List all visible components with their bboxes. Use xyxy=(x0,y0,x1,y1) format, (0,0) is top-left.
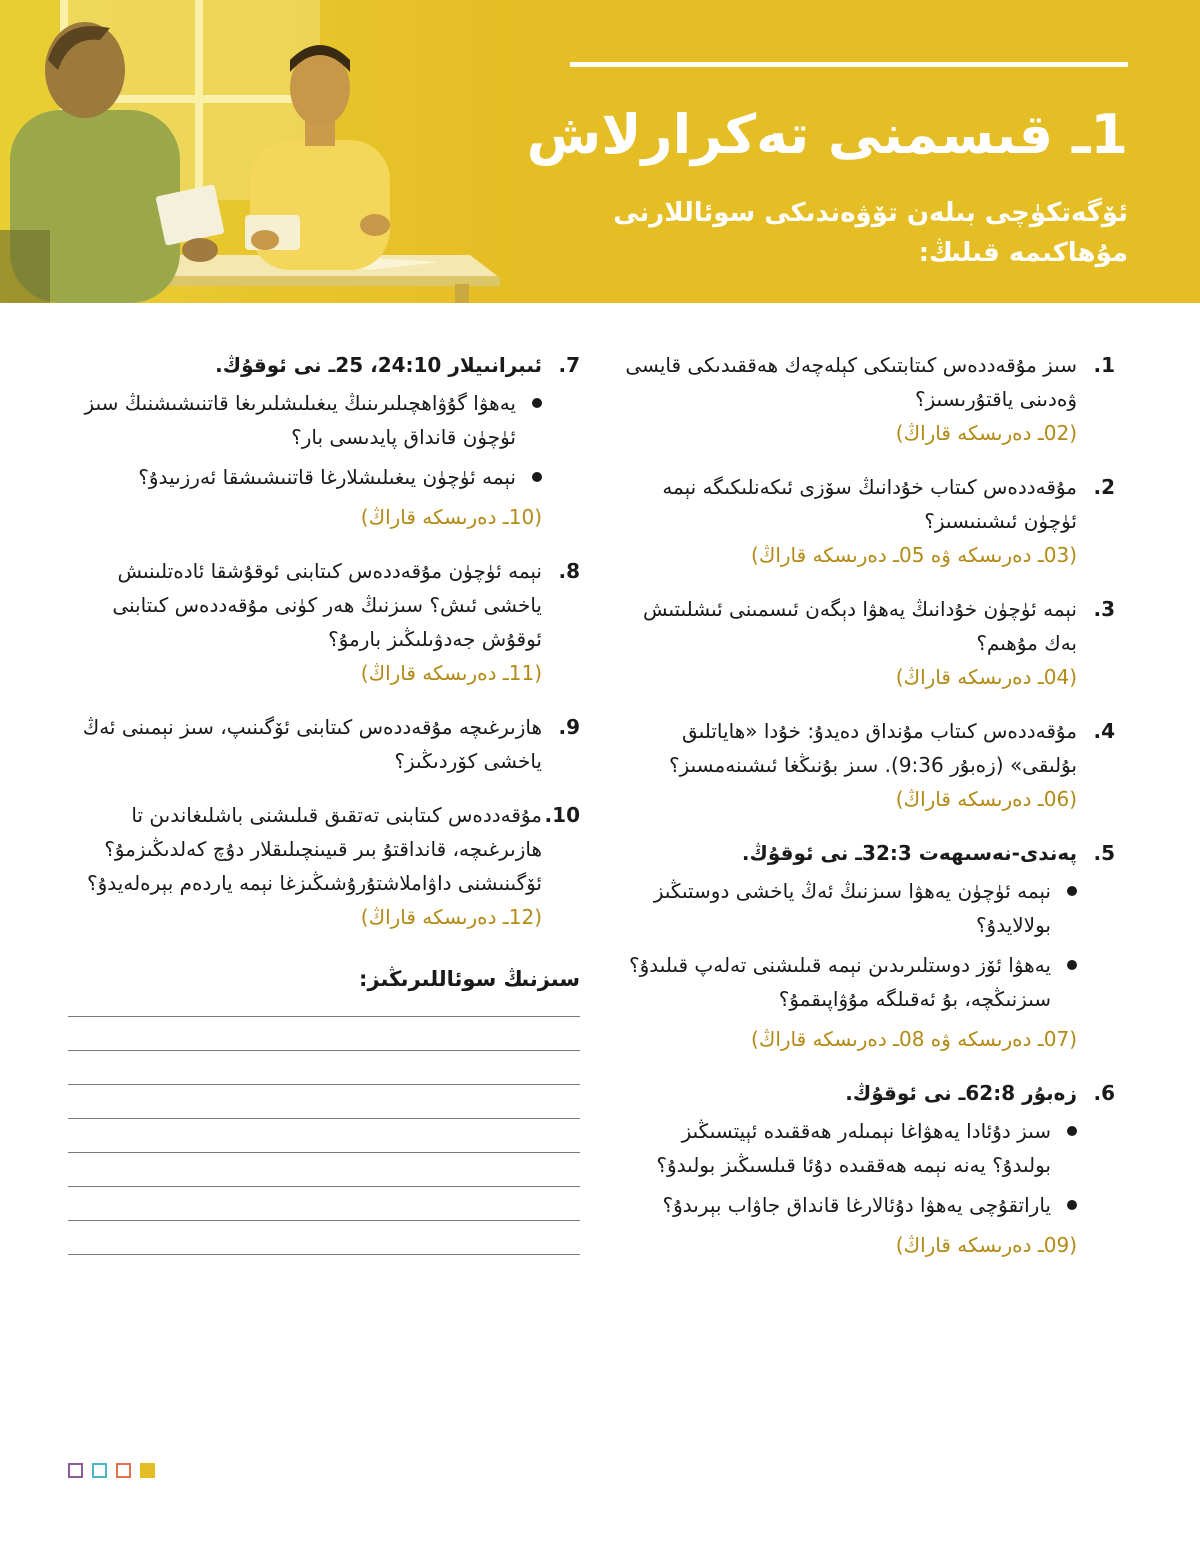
question-number: 6. xyxy=(1093,1081,1115,1105)
study-scene-illustration xyxy=(0,0,520,303)
question-number: 1. xyxy=(1093,353,1115,377)
bullet-list xyxy=(68,386,542,494)
writing-line[interactable] xyxy=(68,1118,580,1119)
question-number: 3. xyxy=(1093,597,1115,621)
orange-square-icon xyxy=(116,1463,131,1478)
question-text: مۇقەددەس كىتاب خۇدانىڭ سۆزى ئىكەنلىكىگە نېمە ئۈچۈن ئىشىنىسىز؟ xyxy=(662,475,1077,533)
question-item xyxy=(625,1076,1115,1262)
question-number: 7. xyxy=(558,353,580,377)
bullet-item: سىز دۇئادا يەھۋاغا نېمىلەر ھەققىدە ئېيتسىڭىز بولىدۇ؟ يەنە نېمە ھەققىدە دۇئا قىلسىڭىز بولىدۇ؟ xyxy=(625,1114,1077,1182)
writing-line[interactable] xyxy=(68,1016,580,1017)
footer-squares xyxy=(68,1463,155,1478)
bullet-dot-icon xyxy=(1067,1200,1077,1210)
yellow-square-icon xyxy=(140,1463,155,1478)
bullet-dot-icon xyxy=(1067,1126,1077,1136)
header-rule xyxy=(570,62,1128,67)
question-number: 4. xyxy=(1093,719,1115,743)
writing-line[interactable] xyxy=(68,1084,580,1085)
question-item xyxy=(625,470,1115,572)
question-item xyxy=(625,836,1115,1056)
question-number: 5. xyxy=(1093,841,1115,865)
question-item xyxy=(68,348,580,534)
question-item xyxy=(625,592,1115,694)
scripture-reading: پەندى-نەسىھەت 32:3ـ نى ئوقۇڭ. xyxy=(741,841,1077,865)
lesson-reference: (06ـ دەرىسكە قاراڭ) xyxy=(895,787,1077,811)
question-text: مۇقەددەس كىتابنى تەتقىق قىلىشنى باشلىغاندىن تا ھازىرغىچە، قانداقتۇ بىر قىيىنچىلىقلار دۇچ كەلدىڭىزمۇ؟ ئۆگىنىشنى داۋاملاشتۇرۇشىڭىزغا نېمە ياردەم بېرەلەيدۇ؟ xyxy=(87,803,542,895)
bullet-item: ياراتقۇچى يەھۋا دۇئالارغا قانداق جاۋاب بېرىدۇ؟ xyxy=(625,1188,1077,1222)
bullet-dot-icon xyxy=(1067,960,1077,970)
bullet-list xyxy=(625,874,1077,1016)
writing-line[interactable] xyxy=(68,1220,580,1221)
question-text: ھازىرغىچە مۇقەددەس كىتابنى ئۆگىنىپ، سىز نېمىنى ئەڭ ياخشى كۆردىڭىز؟ xyxy=(82,715,542,773)
question-item xyxy=(68,554,580,690)
question-item xyxy=(68,710,580,778)
lesson-reference: (12ـ دەرىسكە قاراڭ) xyxy=(360,905,542,929)
writing-line[interactable] xyxy=(68,1186,580,1187)
question-item xyxy=(625,714,1115,816)
question-text: نېمە ئۈچۈن خۇدانىڭ يەھۋا دېگەن ئىسمىنى ئىشلىتىش بەك مۇھىم؟ xyxy=(643,597,1077,655)
bullet-item: نېمە ئۈچۈن يەھۋا سىزنىڭ ئەڭ ياخشى دوستىڭىز بولالايدۇ؟ xyxy=(625,874,1077,942)
question-item xyxy=(68,798,580,934)
question-number: 8. xyxy=(558,559,580,583)
writing-lines xyxy=(68,1016,580,1255)
bullet-item: نېمە ئۈچۈن يىغىلىشلارغا قاتنىشىشقا ئەرزىيدۇ؟ xyxy=(68,460,542,494)
bullet-dot-icon xyxy=(532,398,542,408)
questions-column-left xyxy=(68,348,580,1288)
your-questions-heading: سىزنىڭ سوئاللىرىڭىز: xyxy=(359,967,580,991)
writing-line[interactable] xyxy=(68,1050,580,1051)
question-item xyxy=(625,348,1115,450)
bullet-dot-icon xyxy=(532,472,542,482)
question-number: 2. xyxy=(1093,475,1115,499)
lesson-reference: (11ـ دەرىسكە قاراڭ) xyxy=(360,661,542,685)
lesson-reference: (04ـ دەرىسكە قاراڭ) xyxy=(895,665,1077,689)
question-text: نېمە ئۈچۈن مۇقەددەس كىتابنى ئوقۇشقا ئادەتلىنىش ياخشى ئىش؟ سىزنىڭ ھەر كۈنى مۇقەددەس كىتابنى ئوقۇش جەدۋىلىڭىز بارمۇ؟ xyxy=(112,559,542,651)
teal-square-icon xyxy=(92,1463,107,1478)
lesson-reference: (09ـ دەرىسكە قاراڭ) xyxy=(895,1233,1077,1257)
bullet-dot-icon xyxy=(1067,886,1077,896)
lesson-reference: (10ـ دەرىسكە قاراڭ) xyxy=(360,505,542,529)
header-banner xyxy=(0,0,1200,303)
questions-column-right xyxy=(625,348,1115,1282)
bullet-item: يەھۋا گۇۋاھچىلىرىنىڭ يىغىلىشلىرىغا قاتنىشىشنىڭ سىز ئۈچۈن قانداق پايدىسى بار؟ xyxy=(68,386,542,454)
question-text: سىز مۇقەددەس كىتابتىكى كېلەچەك ھەققىدىكى قايسى ۋەدىنى ياقتۇرىسىز؟ xyxy=(625,353,1077,411)
writing-line[interactable] xyxy=(68,1254,580,1255)
writing-line[interactable] xyxy=(68,1152,580,1153)
purple-square-icon xyxy=(68,1463,83,1478)
scripture-reading: زەبۇر 62:8ـ نى ئوقۇڭ. xyxy=(845,1081,1077,1105)
question-text: مۇقەددەس كىتاب مۇنداق دەيدۇ: خۇدا «ھاياتلىق بۇلىقى» (زەبۇر 9:36). سىز بۇنىڭغا ئىشىنەمسىز؟ xyxy=(668,719,1077,777)
lesson-reference: (02ـ دەرىسكە قاراڭ) xyxy=(895,421,1077,445)
bullet-list xyxy=(625,1114,1077,1222)
page-title: 1ـ قىسمنى تەكرارلاش xyxy=(526,103,1128,166)
question-number: 9. xyxy=(558,715,580,739)
scripture-reading: ئىبرانىيلار 24:10، 25ـ نى ئوقۇڭ. xyxy=(215,353,542,377)
lesson-reference: (07ـ دەرىسكە ۋە 08ـ دەرىسكە قاراڭ) xyxy=(751,1027,1077,1051)
page-subtitle: ئۆگەتكۈچى بىلەن تۆۋەندىكى سوئاللارنى مۇھاكىمە قىلىڭ: xyxy=(613,198,1128,268)
bullet-item: يەھۋا ئۆز دوستلىرىدىن نېمە قىلىشنى تەلەپ قىلىدۇ؟ سىزنىڭچە، بۇ ئەقىلگە مۇۋاپىقمۇ؟ xyxy=(625,948,1077,1016)
question-number: 10. xyxy=(544,803,580,827)
lesson-reference: (03ـ دەرىسكە ۋە 05ـ دەرىسكە قاراڭ) xyxy=(751,543,1077,567)
